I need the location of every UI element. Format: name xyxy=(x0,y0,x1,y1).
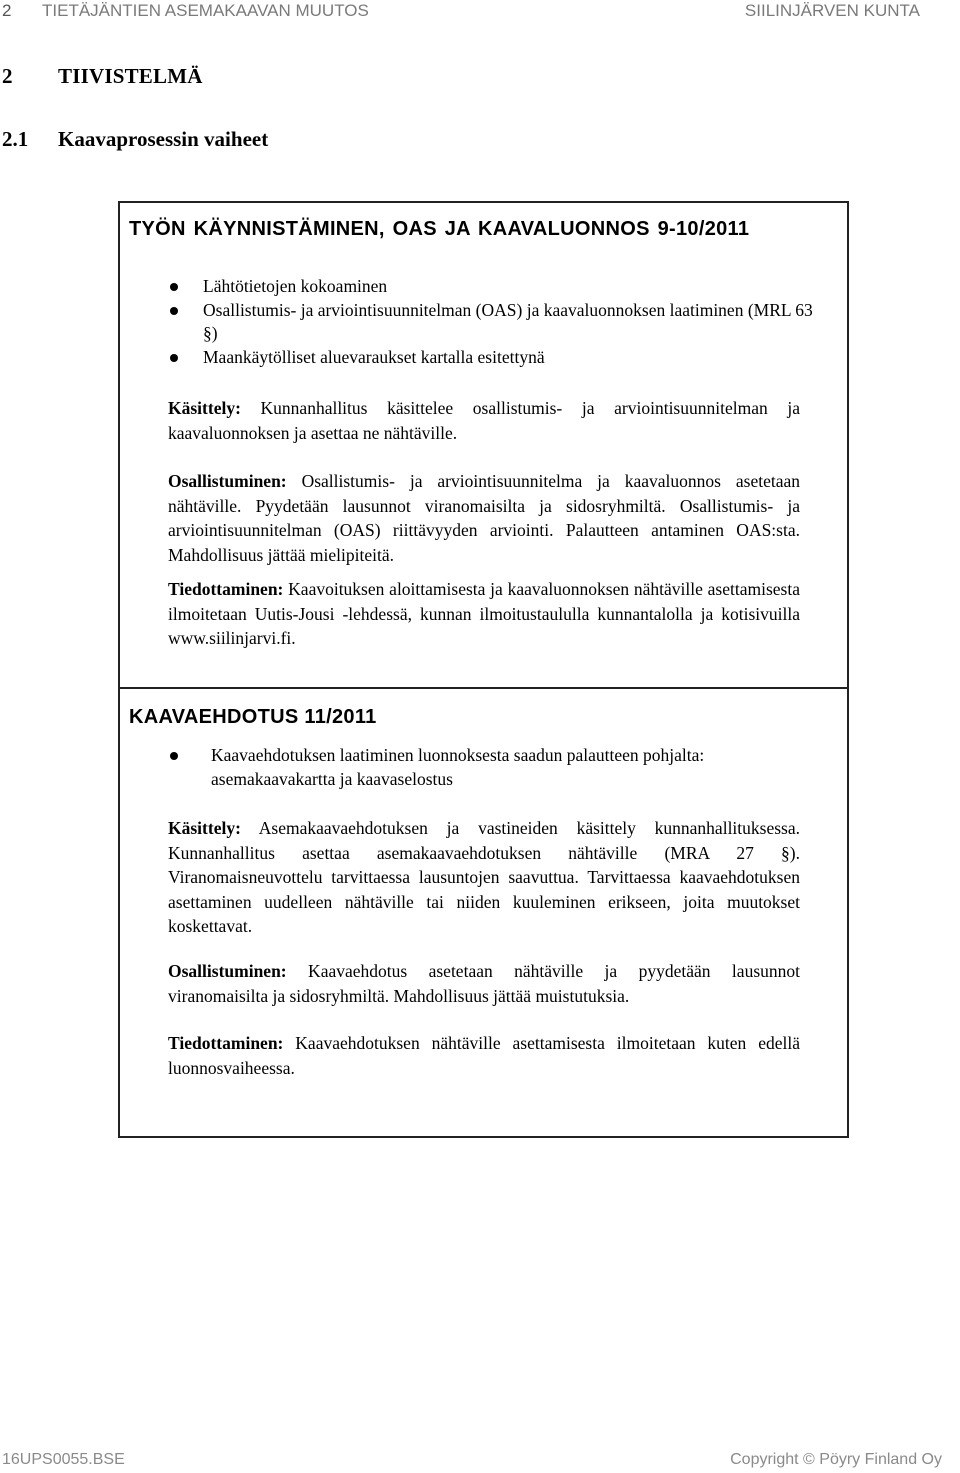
page-number: 2 xyxy=(2,1,12,20)
bullet-icon xyxy=(170,307,178,315)
participation-label: Osallistuminen: xyxy=(168,961,287,981)
municipality-name: SIILINJÄRVEN KUNTA xyxy=(744,1,920,20)
information-label: Tiedottaminen: xyxy=(168,1033,284,1053)
document-title: TIETÄJÄNTIEN ASEMAKAAVAN MUUTOS xyxy=(42,1,369,20)
list-item: Kaavaehdotuksen laatiminen luonnoksesta saadun palautteen pohjalta: asemakaavakartta ja kaavaselostus xyxy=(120,744,780,791)
heading-text: Kaavaprosessin vaiheet xyxy=(58,127,269,151)
processing-paragraph: Käsittely: Kunnanhallitus käsittelee osallistumis- ja arviointisuunnitelman ja kaavaluonnoksen ja asettaa ne nähtäville. xyxy=(168,398,800,443)
processing-label: Käsittely: xyxy=(168,398,241,418)
page-header xyxy=(0,0,960,26)
participation-paragraph: Osallistuminen: Kaavaehdotus asetetaan nähtäville ja pyydetään lausunnot viranomaisilta ja sidosryhmiltä. Mahdollisuus jättää muistutuksia. xyxy=(168,961,800,1006)
stage-title: KAAVAEHDOTUS 11/2011 xyxy=(129,706,377,728)
stage-task-list xyxy=(120,275,820,369)
heading-number: 2.1 xyxy=(2,127,29,151)
stage-box-proposal xyxy=(118,687,849,1138)
bullet-icon xyxy=(170,354,178,362)
bullet-icon xyxy=(170,283,178,291)
document-code: 16UPS0055.BSE xyxy=(2,1451,125,1468)
stage-box-draft xyxy=(118,201,849,689)
list-item: Maankäytölliset aluevaraukset kartalla esitettynä xyxy=(120,346,820,370)
heading-number: 2 xyxy=(2,64,13,88)
page-footer xyxy=(0,1447,960,1473)
information-label: Tiedottaminen: xyxy=(168,579,284,599)
heading-summary xyxy=(2,64,203,89)
heading-process-stages xyxy=(2,127,268,152)
bullet-icon xyxy=(170,752,178,760)
information-paragraph: Tiedottaminen: Kaavoituksen aloittamisesta ja kaavaluonnoksen nähtäville asettamisesta ilmoitetaan Uutis-Jousi -lehdessä, kunnan ilmoitustaululla kunnantalolla ja kotisivuilla www.siilinjarvi.fi. xyxy=(168,579,800,648)
stage-task-list xyxy=(120,744,780,791)
participation-label: Osallistuminen: xyxy=(168,471,287,491)
copyright-text: Copyright © Pöyry Finland Oy xyxy=(730,1451,942,1468)
list-item: Lähtötietojen kokoaminen xyxy=(120,275,820,299)
information-paragraph: Tiedottaminen: Kaavaehdotuksen nähtäville asettamisesta ilmoitetaan kuten edellä luonnosvaiheessa. xyxy=(168,1033,800,1078)
stage-title: TYÖN KÄYNNISTÄMINEN, OAS JA KAAVALUONNOS 9-10/2011 xyxy=(129,218,750,240)
processing-label: Käsittely: xyxy=(168,818,241,838)
heading-text: TIIVISTELMÄ xyxy=(58,64,203,88)
processing-paragraph: Käsittely: Asemakaavaehdotuksen ja vastineiden käsittely kunnanhallituksessa. Kunnanhallitus asettaa asemakaavaehdotuksen nähtäville (MRA 27 §). Viranomaisneuvottelu tarvittaessa lausuntojen saavuttua. Tarvittaessa kaavaehdotuksen asettaminen uudelleen nähtäville tai niiden kuuleminen erikseen, joita muutokset koskettavat. xyxy=(168,818,800,936)
list-item: Osallistumis- ja arviointisuunnitelman (OAS) ja kaavaluonnoksen laatiminen (MRL 63 §) xyxy=(120,299,820,346)
participation-paragraph: Osallistuminen: Osallistumis- ja arviointisuunnitelma ja kaavaluonnos asetetaan nähtäville. Pyydetään lausunnot viranomaisilta ja sidosryhmiltä. Osallistumis- ja arviointisuunnitelman (OAS) riittävyyden arviointi. Palautteen antaminen OAS:sta. Mahdollisuus jättää mielipiteitä. xyxy=(168,471,800,565)
